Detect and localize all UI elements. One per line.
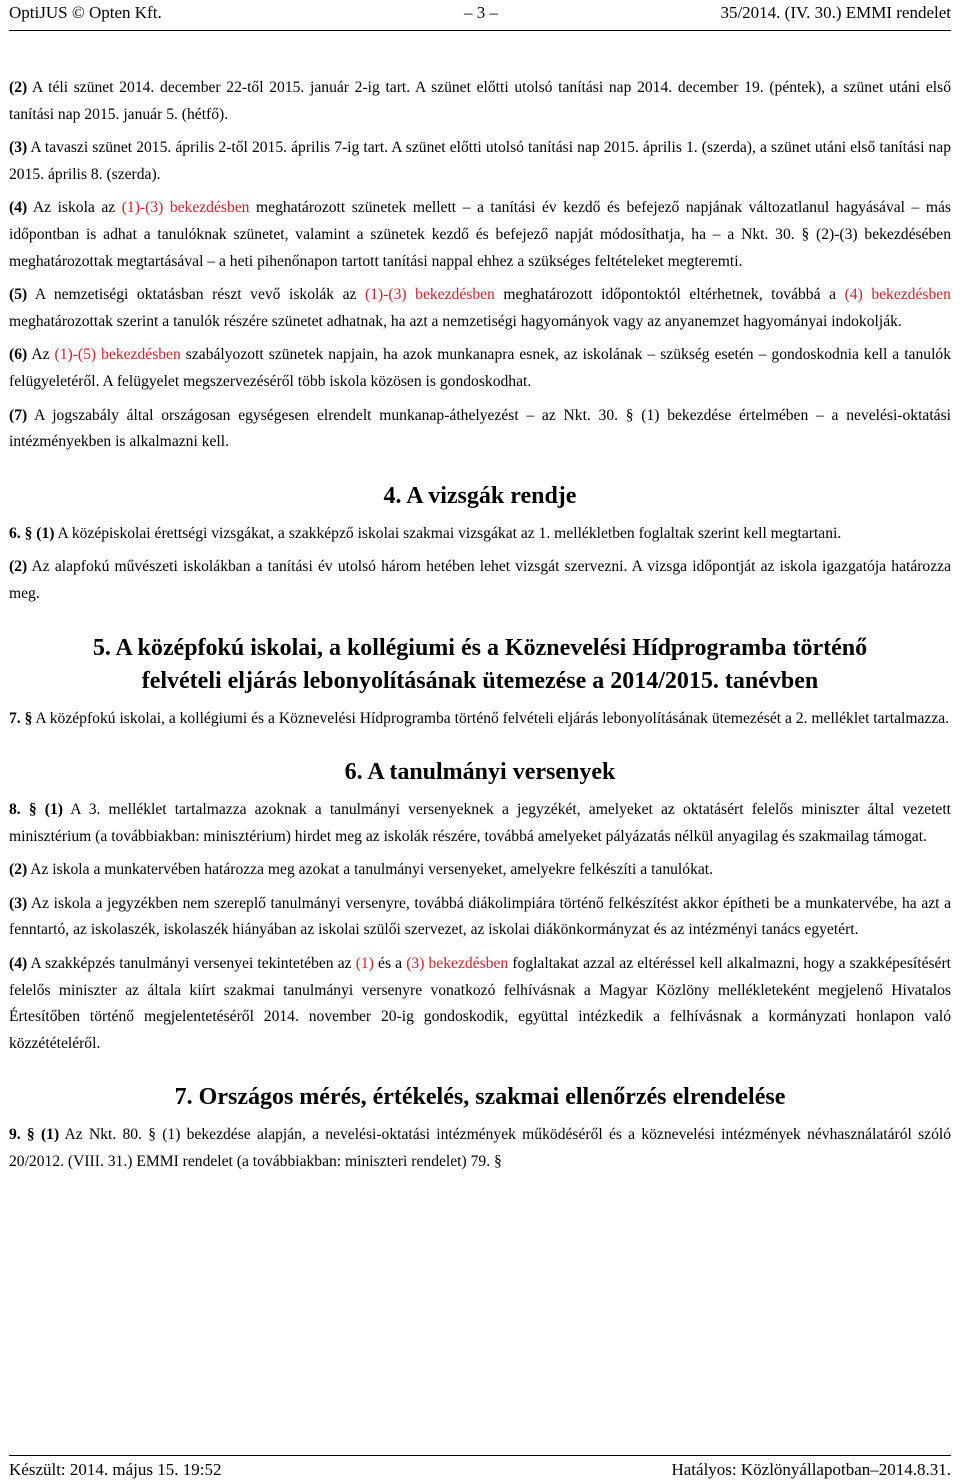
paragraph-5: [9, 282, 951, 335]
paragraph-number: (4): [9, 199, 28, 217]
paragraph-text: szabályozott szünetek napjain, ha azok munkanapra esnek, az iskolának – szükség esetén – gondoskodnia kell a tanulók felügyeletéről. A felügyelet megszervezéséről több iskola közösen is gondoskodhat.: [9, 346, 952, 390]
paragraph-8-4: [9, 951, 951, 1057]
paragraph-text: Az iskola a munkatervében határozza meg azokat a tanulmányi versenyeket, amelyekre felkészíti a tanulókat.: [27, 861, 714, 879]
paragraph-3: [9, 135, 951, 188]
section-heading-7: 7. Országos mérés, értékelés, szakmai ellenőrzés elrendelése: [174, 1084, 786, 1111]
paragraph-text: A nemzetiségi oktatásban részt vevő iskolák az: [27, 286, 366, 304]
reference-link[interactable]: (4) bekezdésben: [844, 286, 951, 304]
reference-link[interactable]: (3) bekezdésben: [406, 955, 509, 973]
paragraph-number: (2): [9, 558, 28, 576]
paragraph-7-section: [9, 706, 951, 733]
paragraph-number: (5): [9, 286, 28, 304]
paragraph-9-1: [9, 1122, 951, 1175]
paragraph-text: meghatározott időpontoktól eltérhetnek, továbbá a: [494, 286, 845, 304]
footer-effective: Hatályos: Közlönyállapotban–2014.8.31.: [671, 1460, 951, 1479]
paragraph-2: [9, 75, 951, 128]
footer-rule: [9, 1455, 951, 1456]
paragraph-text: Az iskola a jegyzékben nem szereplő tanulmányi versenyre, továbbá diákolimpiára történő felkészítést akkor építheti be a munkatervébe, ha azt a fenntartó, az iskolaszék, iskolaszék hiányában az iskolai szülői szervezet, az iskolai diákönkormányzat és az intézményi tanács egyetért.: [9, 894, 951, 939]
paragraph-8-2: [9, 857, 951, 884]
paragraph-text: Az iskola az: [27, 199, 122, 217]
section-heading-6: 6. A tanulmányi versenyek: [344, 759, 616, 786]
paragraph-text: A középfokú iskolai, a kollégiumi és a Köznevelési Hídprogramba történő felvételi eljárás lebonyolításának ütemezését a 2. melléklet tartalmazza.: [32, 709, 950, 727]
paragraph-text: A jogszabály által országosan egységesen elrendelt munkanap-áthelyezést – az Nkt. 30. § (1) bekezdése értelmében – a nevelési-oktatási intézményekben is alkalmazni kell.: [9, 406, 951, 451]
paragraph-number: 9. § (1): [9, 1126, 60, 1144]
document-body: [9, 75, 951, 1183]
header-rule: [9, 30, 951, 31]
paragraph-8-1: [9, 797, 951, 850]
paragraph-6-1: [9, 521, 951, 548]
paragraph-text: meghatározottak szerint a tanulók részére szünetet adhatnak, ha azt a nemzetiségi hagyományok vagy az anyanemzet hagyományai indokolják.: [9, 312, 902, 330]
paragraph-text: Az: [27, 346, 55, 364]
paragraph-number: (7): [9, 406, 28, 424]
paragraph-text: A középiskolai érettségi vizsgákat, a szakképző iskolai szakmai vizsgákat az 1. mellékletben foglaltak szerint kell megtartani.: [54, 524, 842, 542]
paragraph-number: 7. §: [9, 709, 33, 727]
paragraph-number: 8. § (1): [9, 801, 63, 819]
paragraph-text: A 3. melléklet tartalmazza azoknak a tanulmányi versenyeknek a jegyzékét, amelyeket az oktatásért felelős miniszter által vezetett minisztérium (a továbbiakban: minisztérium) hirdet meg az iskolák részére, továbbá amelyeket pályázatás nélkül anyagilag és szakmailag támogat.: [9, 801, 951, 845]
paragraph-7: [9, 403, 951, 456]
paragraph-text: Az alapfokú művészeti iskolákban a tanítási év utolsó három hetében lehet vizsgát szervezni. A vizsga időpontját az iskola igazgatója határozza meg.: [9, 558, 951, 602]
paragraph-6-2: [9, 554, 951, 607]
header-publisher: OptiJUS © Opten Kft.: [9, 3, 162, 22]
heading-line: felvételi eljárás lebonyolításának ütemezése a 2014/2015. tanévben: [141, 667, 819, 694]
paragraph-6: [9, 342, 951, 395]
paragraph-text: Az Nkt. 80. § (1) bekezdése alapján, a nevelési-oktatási intézmények működéséről és a köznevelési intézmények névhasználatáról szóló 20/2012. (VIII. 31.) EMMI rendelet (a továbbiakban: miniszteri rendelet) 79. §: [9, 1126, 951, 1171]
paragraph-text: A tavaszi szünet 2015. április 2-től 2015. április 7-ig tart. A szünet előtti utolsó tanítási nap 2015. április 1. (szerda), a szünet utáni első tanítási nap 2015. április 8. (szerda).: [9, 139, 951, 183]
paragraph-number: (3): [9, 139, 28, 157]
reference-link[interactable]: (1)-(3) bekezdésben: [365, 286, 495, 304]
reference-link[interactable]: (1): [355, 955, 374, 973]
paragraph-text: A szakképzés tanulmányi versenyei tekintetében az: [27, 955, 356, 973]
paragraph-number: (2): [9, 861, 28, 879]
paragraph-number: (2): [9, 79, 28, 96]
paragraph-number: (4): [9, 955, 28, 973]
paragraph-text: meghatározott szünetek mellett – a tanítási év kezdő és befejező napjának változatlanul hagyásával – más időpontban is adhat a tanulóknak szünetet, valamint a szünetek kezdő és befejező napját módosíthatja, ha – a Nkt. 30. § (2)-(3) bekezdésében meghatározottak megtartásával – a heti pihenőnapon tartott tanítási nappal ehhez a szükséges feltételeket megteremti.: [9, 199, 951, 270]
section-heading-5: [9, 632, 951, 698]
header-document-title: 35/2014. (IV. 30.) EMMI rendelet: [720, 3, 951, 22]
paragraph-text: és a: [373, 955, 407, 973]
paragraph-number: (3): [9, 894, 28, 912]
reference-link[interactable]: (1)-(3) bekezdésben: [121, 199, 250, 217]
paragraph-number: (6): [9, 346, 28, 364]
paragraph-text: foglaltakat azzal az eltéréssel kell alkalmazni, hogy a szakképesítésért felelős miniszter az általa kiírt szakmai tanulmányi versenyre vonatkozó felhívásnak a Magyar Közlöny mellékleteként megjelenő Hivatalos Értesítőben történő megjelentetéséről 2014. november 20-ig gondoskodik, együttal intézkedik a felhívásnak a kormányzati honlapon való közzétételéről.: [9, 955, 951, 1052]
paragraph-text: A téli szünet 2014. december 22-től 2015. január 2-ig tart. A szünet előtti utolsó tanítási nap 2014. december 19. (péntek), a szünet utáni első tanítási nap 2015. január 5. (hétfő).: [9, 79, 951, 123]
paragraph-4: [9, 195, 951, 275]
paragraph-number: 6. § (1): [9, 524, 55, 542]
paragraph-8-3: [9, 891, 951, 944]
heading-line: 5. A középfokú iskolai, a kollégiumi és a Köznevelési Hídprogramba történő: [92, 634, 868, 661]
reference-link[interactable]: (1)-(5) bekezdésben: [54, 346, 181, 364]
header-page-number: – 3 –: [464, 3, 498, 22]
section-heading-4: 4. A vizsgák rendje: [383, 482, 577, 509]
footer-created: Készült: 2014. május 15. 19:52: [9, 1460, 222, 1479]
